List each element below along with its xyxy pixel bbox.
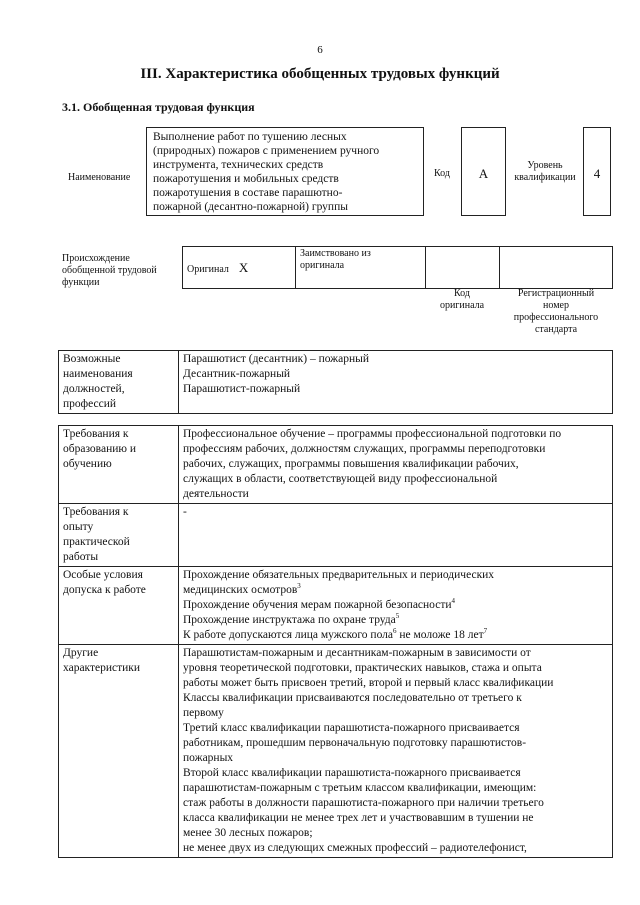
zaimstvovano-cell: Заимствовано из оригинала xyxy=(296,247,426,289)
vozmozhnye-label: Возможные наименования должностей, профессий xyxy=(59,351,179,414)
naimenovanie-value-box xyxy=(146,127,424,216)
experience-value: - xyxy=(179,504,613,567)
experience-label: Требования к опыту практической работы xyxy=(59,504,179,567)
reg-nomer-label: Регистрационный номер профессионального стандарта xyxy=(513,288,599,335)
page-number: 6 xyxy=(317,44,323,56)
education-label: Требования к образованию и обучению xyxy=(59,426,179,504)
footnote-ref: 5 xyxy=(395,612,400,621)
original-label: Оригинал xyxy=(187,263,229,275)
other-value: Парашютистам-пожарным и десантникам-пожарным в зависимости от уровня теоретической подготовки, практических навыков, стажа и опыта работы может быть присвоен третий, второй и первый класс квалификации Классы квалификации присваиваются последовательно от третьего к первому Третий класс квалификации парашютиста-пожарного присваивается работникам, прошедшим первоначальную подготовку парашютистов- пожарных Второй класс квалификации парашютиста-пожарного присваивается парашютистам-пожарным с третьим классом квалификации, имеющим: стаж работы в должности парашютиста-пожарного при наличии третьего класса квалификации не менее трех лет и участвовавшим в тушении не менее 30 лесных пожаров; не менее двух из следующих смежных профессий – радиотелефонист, xyxy=(179,645,613,858)
vozmozhnye-table xyxy=(58,350,613,414)
uroven-value: 4 xyxy=(593,166,601,181)
original-cell xyxy=(183,247,296,289)
uroven-label: Уровень квалификации xyxy=(514,160,576,183)
kod-value: А xyxy=(478,166,489,181)
conditions-value: Прохождение обязательных предварительных и периодических медицинских осмотров$^3$ Прохождение обучения мерам пожарной безопасности$^4$ Прохождение инструктажа по охране труда$^5$ К работе допускаются лица мужского пола$^6$ не моложе 18 лет$^7$ xyxy=(179,567,613,645)
naimenovanie-label: Наименование xyxy=(68,172,131,183)
original-mark: X xyxy=(238,259,249,275)
education-row xyxy=(59,426,613,504)
other-row xyxy=(59,645,613,858)
kod-value-box xyxy=(461,127,506,216)
other-label: Другие характеристики xyxy=(59,645,179,858)
naimenovanie-line: инструмента, технических средств xyxy=(153,159,324,171)
footnote-ref: 6 xyxy=(393,627,397,636)
requirements-table xyxy=(58,425,613,858)
conditions-label: Особые условия допуска к работе xyxy=(59,567,179,645)
kod-label: Код xyxy=(434,168,450,179)
education-value: Профессиональное обучение – программы профессиональной подготовки по профессиям рабочих, должностям служащих, программы переподготовки рабочих, служащих, программы повышения квалификации рабочих, служащих в области, соответствующей виду профессиональной деятельности xyxy=(179,426,613,504)
footnote-ref: 4 xyxy=(451,597,456,606)
naimenovanie-line: Выполнение работ по тушению лесных xyxy=(153,131,347,143)
section-title: III. Характеристика обобщенных трудовых функций xyxy=(140,66,500,82)
naimenovanie-line: пожаротушения в составе парашютно- xyxy=(153,187,343,199)
naimenovanie-line: пожарной (десантно-пожарной) группы xyxy=(153,201,348,213)
footnote-ref: 3 xyxy=(297,582,301,591)
proiskhozhdenie-label: Происхождение обобщенной трудовой функции xyxy=(62,253,157,288)
footnote-ref: 7 xyxy=(483,627,488,636)
proiskhozhdenie-table xyxy=(182,246,613,289)
naimenovanie-line: пожаротушения и мобильных средств xyxy=(153,173,339,185)
experience-row xyxy=(59,504,613,567)
naimenovanie-line: (природных) пожаров с применением ручного xyxy=(153,145,380,157)
kod-originala-cell xyxy=(426,247,500,289)
vozmozhnye-value: Парашютист (десантник) – пожарный Десантник-пожарный Парашютист-пожарный xyxy=(179,351,613,414)
conditions-row xyxy=(59,567,613,645)
reg-nomer-cell xyxy=(500,247,613,289)
uroven-value-box xyxy=(583,127,611,216)
subsection-title: 3.1. Обобщенная трудовая функция xyxy=(62,100,255,114)
kod-originala-label: Код оригинала xyxy=(439,288,485,311)
